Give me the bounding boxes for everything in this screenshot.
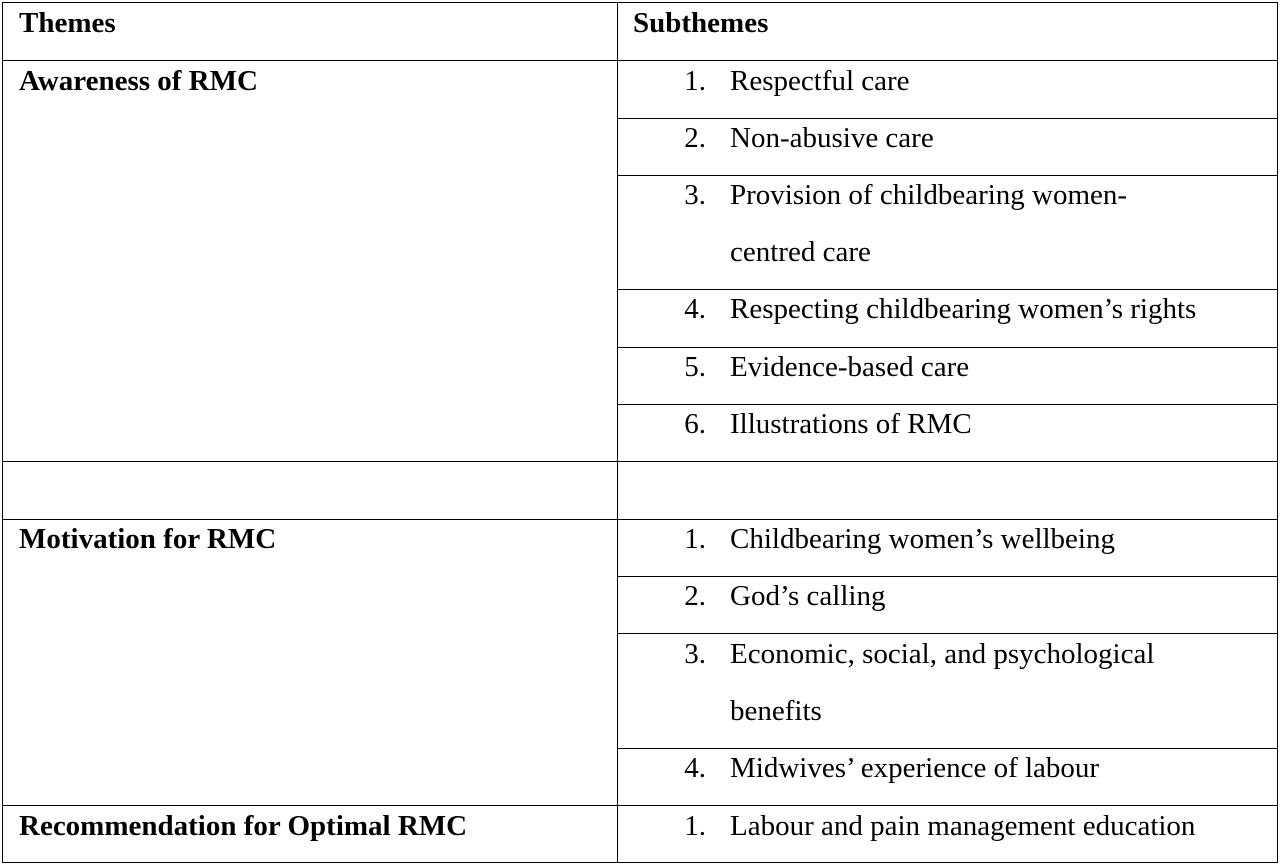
subtheme-number: 1. [684, 65, 706, 97]
subtheme-text: Respectful care [730, 65, 910, 97]
subtheme-text: Illustrations of RMC [730, 408, 972, 440]
subtheme-row-border [617, 748, 1278, 749]
table-border-left [2, 2, 3, 863]
subtheme-number: 1. [684, 523, 706, 555]
subtheme-text-continued: centred care [730, 236, 871, 268]
subtheme-text: Economic, social, and psychological [730, 638, 1155, 670]
theme-label: Motivation for RMC [19, 523, 277, 555]
subtheme-row-border [617, 118, 1278, 119]
header-row-border [2, 60, 1278, 61]
group-divider [2, 805, 1278, 806]
header-themes: Themes [19, 7, 116, 39]
subtheme-text: Childbearing women’s wellbeing [730, 523, 1115, 555]
subtheme-number: 3. [684, 638, 706, 670]
subtheme-row-border [617, 289, 1278, 290]
subtheme-text: Provision of childbearing women- [730, 179, 1128, 211]
subtheme-number: 6. [684, 408, 706, 440]
subtheme-row-border [617, 404, 1278, 405]
subtheme-number: 1. [684, 810, 706, 842]
subtheme-number: 4. [684, 293, 706, 325]
subtheme-text: Midwives’ experience of labour [730, 752, 1100, 784]
subtheme-number: 2. [684, 122, 706, 154]
table-border-top [2, 2, 1278, 3]
subtheme-row-border [617, 633, 1278, 634]
subtheme-text: Respecting childbearing women’s rights [730, 293, 1197, 325]
subtheme-row-border [617, 175, 1278, 176]
subtheme-number: 2. [684, 580, 706, 612]
table-border-bottom [2, 862, 1278, 863]
theme-label: Recommendation for Optimal RMC [19, 810, 468, 842]
theme-label: Awareness of RMC [19, 65, 258, 97]
subtheme-row-border [617, 347, 1278, 348]
subtheme-text-continued: benefits [730, 695, 822, 727]
subtheme-text: Labour and pain management education [730, 810, 1196, 842]
subtheme-row-border [617, 576, 1278, 577]
subtheme-number: 3. [684, 179, 706, 211]
subtheme-number: 5. [684, 351, 706, 383]
subtheme-text: Non-abusive care [730, 122, 934, 154]
subtheme-number: 4. [684, 752, 706, 784]
group-divider [2, 519, 1278, 520]
table-border-right [1277, 2, 1278, 863]
column-divider [617, 2, 618, 863]
subtheme-text: Evidence-based care [730, 351, 970, 383]
subtheme-text: God’s calling [730, 580, 886, 612]
group-divider [2, 461, 1278, 462]
header-subthemes: Subthemes [633, 7, 769, 39]
